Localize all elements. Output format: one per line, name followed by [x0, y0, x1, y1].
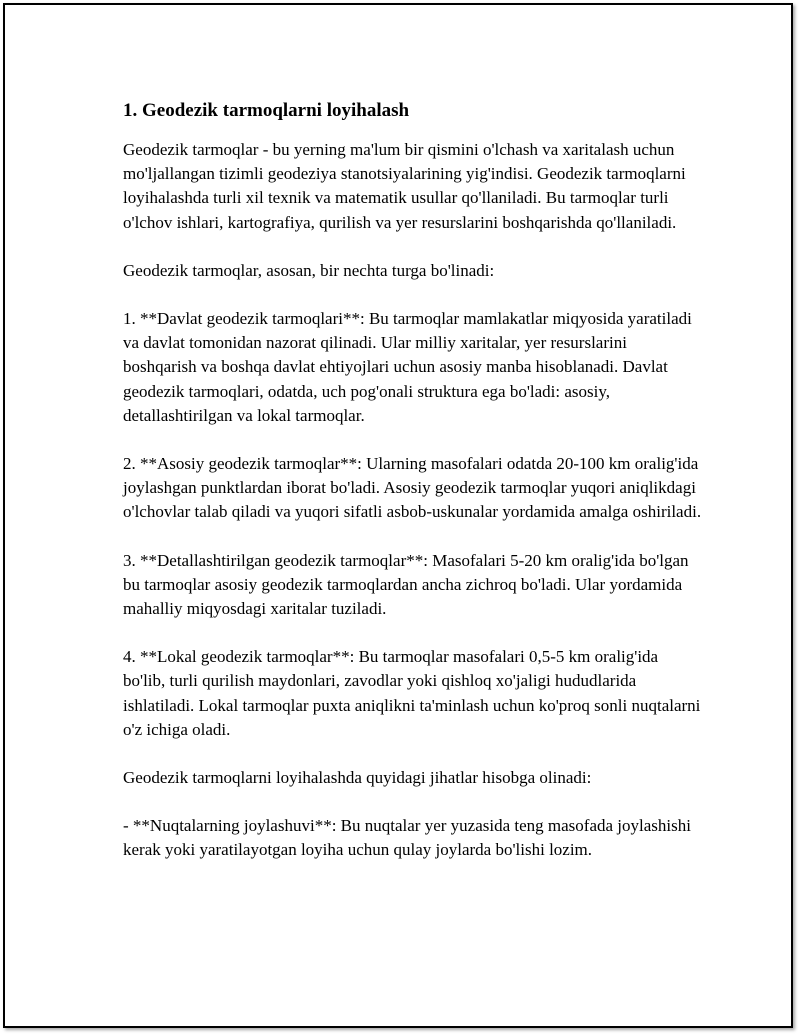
paragraph-detailed-networks: 3. **Detallashtirilgan geodezik tarmoqlar**: Masofalari 5-20 km oralig'ida bo'lgan bu tarmoqlar asosiy geodezik tarmoqlardan ancha zichroq bo'ladi. Ular yordamida mahalliy miqyosdagi xaritalar tuziladi.	[123, 550, 689, 619]
paragraph-local-networks: 4. **Lokal geodezik tarmoqlar**: Bu tarmoqlar masofalari 0,5-5 km oralig'ida bo'lib, turli qurilish maydonlari, zavodlar yoki qishloq xo'jaligi hududlarida ishlatiladi. Lokal tarmoqlar puxta aniqlikni ta'minlash uchun ko'proq sonli nuqtalarni o'z ichiga oladi.	[123, 647, 701, 739]
paragraph-types-lead: Geodezik tarmoqlar, asosan, bir nechta turga bo'linadi:	[123, 260, 495, 280]
paragraph-main-networks: 2. **Asosiy geodezik tarmoqlar**: Ularning masofalari odatda 20-100 km oralig'ida joylashgan punktlardan iborat bo'ladi. Asosiy geodezik tarmoqlar yuqori aniqlikdagi o'lchovlar talab qiladi va yuqori sifatli asbob-uskunalar yordamida amalga oshiriladi.	[123, 454, 702, 522]
document-body	[123, 97, 703, 887]
page-frame	[3, 3, 793, 1028]
paragraph-design-aspects: Geodezik tarmoqlarni loyihalashda quyidagi jihatlar hisobga olinadi:	[123, 768, 592, 788]
section-heading: 1. Geodezik tarmoqlarni loyihalash	[123, 100, 410, 121]
paragraph-point-location: - **Nuqtalarning joylashuvi**: Bu nuqtalar yer yuzasida teng masofada joylashishi kerak yoki yaratilayotgan loyiha uchun qulay joylarda bo'lishi lozim.	[123, 816, 691, 860]
paragraph-intro: Geodezik tarmoqlar - bu yerning ma'lum bir qismini o'lchash va xaritalash uchun mo'ljallangan tizimli geodeziya stanotsiyalarining yig'indisi. Geodezik tarmoqlarni loyihalashda turli xil texnik va matematik usullar qo'llaniladi. Bu tarmoqlar turli o'lchov ishlari, kartografiya, qurilish va yer resurslarini boshqarishda qo'llaniladi.	[123, 140, 686, 232]
paragraph-state-networks: 1. **Davlat geodezik tarmoqlari**: Bu tarmoqlar mamlakatlar miqyosida yaratiladi va davlat tomonidan nazorat qilinadi. Ular milliy xaritalar, yer resurslarini boshqarish va boshqa davlat ehtiyojlari uchun asosiy manba hisoblanadi. Davlat geodezik tarmoqlari, odatda, uch pog'onali struktura ega bo'ladi: asosiy, detallashtirilgan va lokal tarmoqlar.	[123, 309, 692, 425]
